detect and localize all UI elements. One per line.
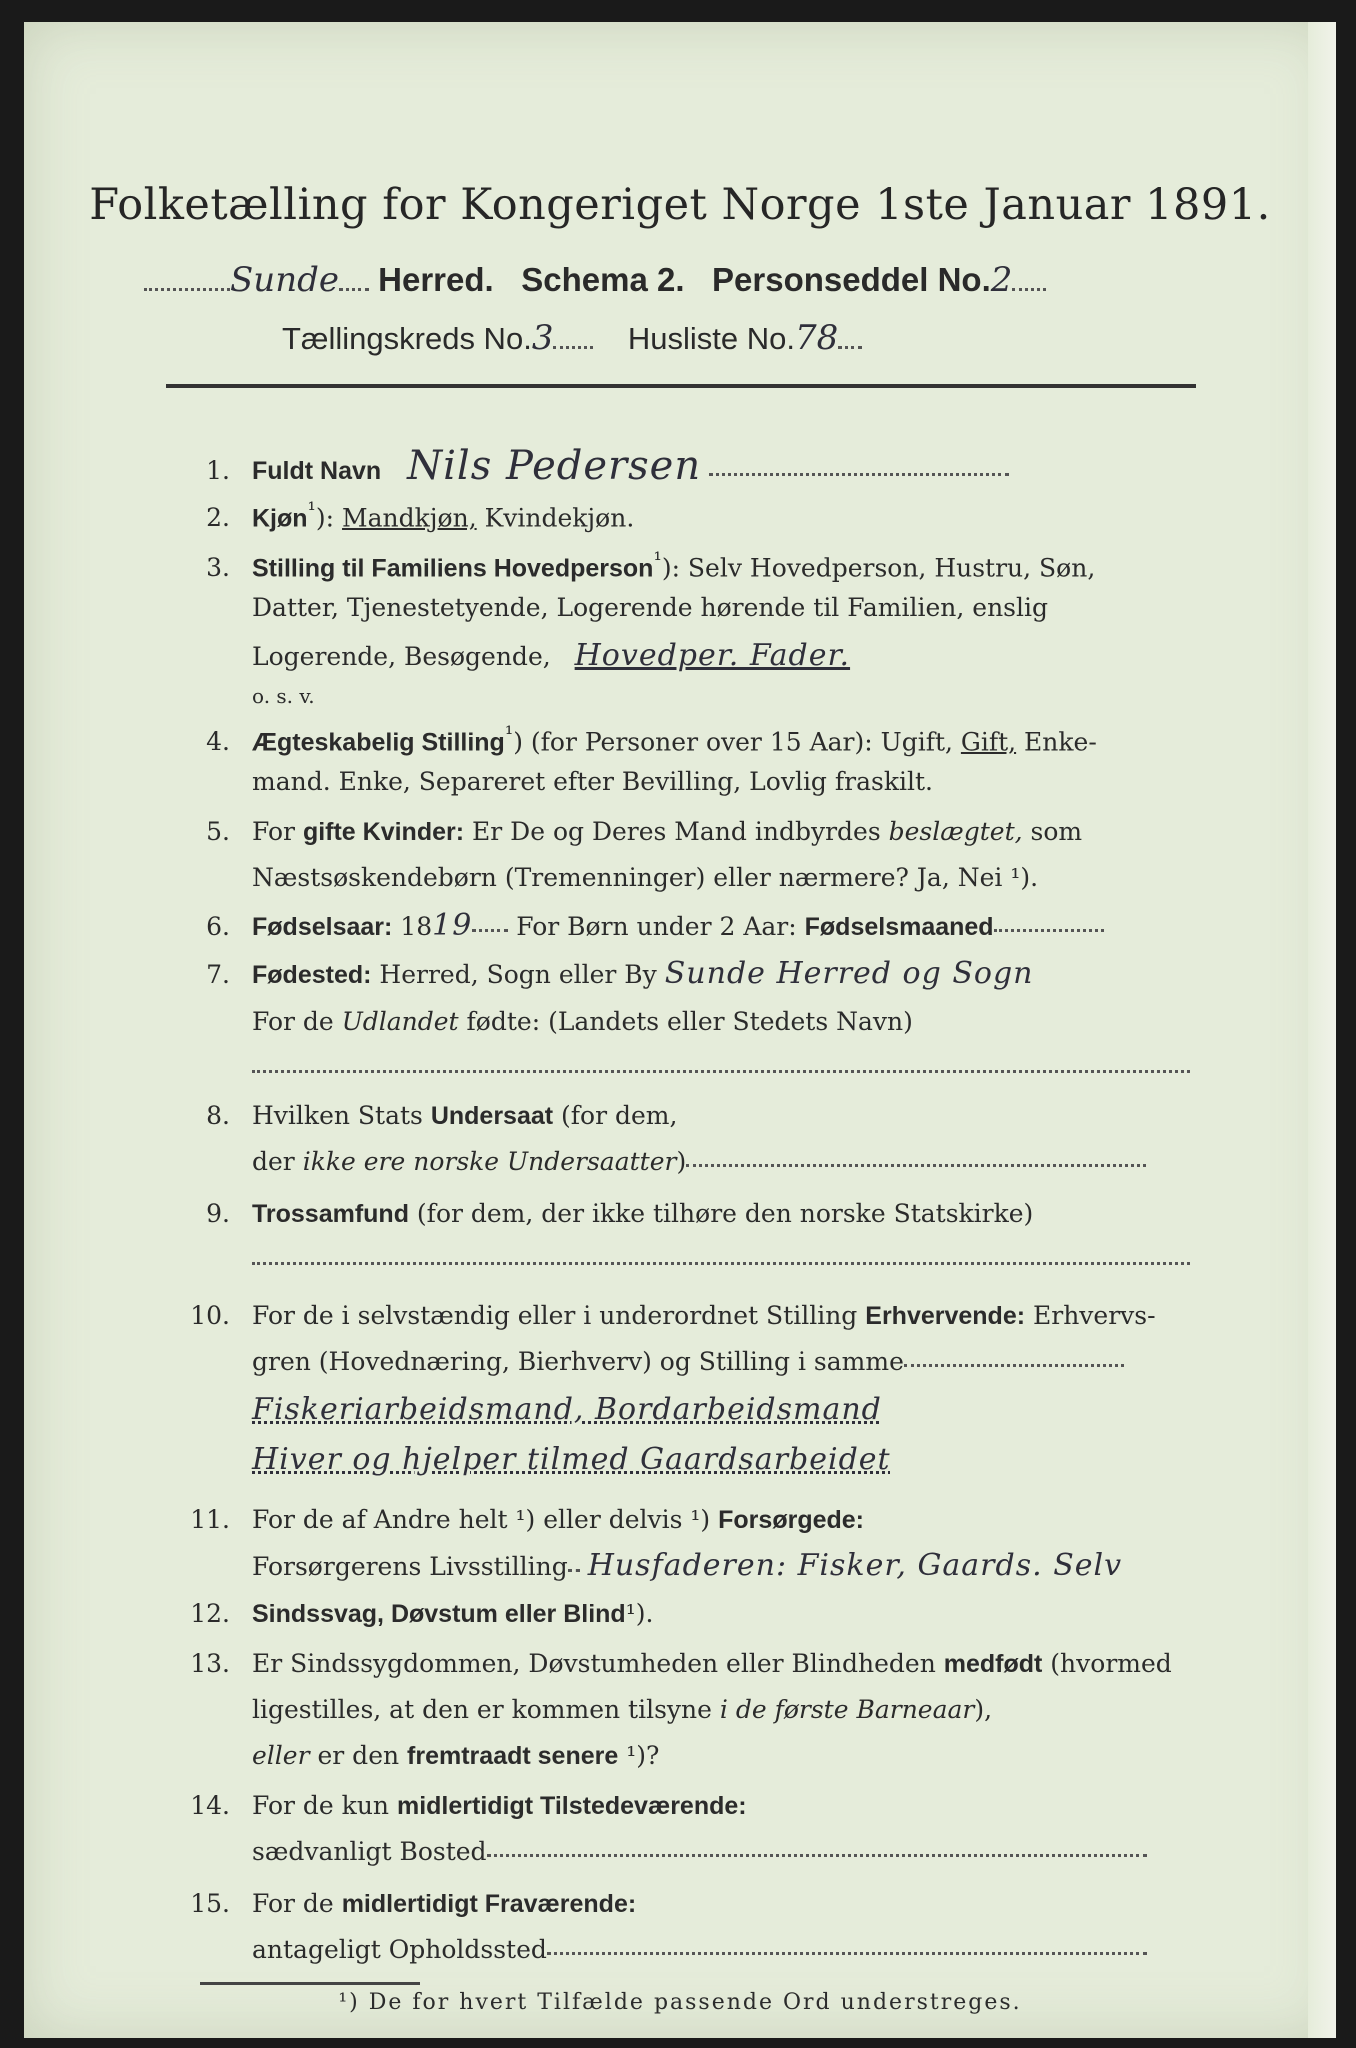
header-rule	[166, 384, 1196, 388]
row-15-line-2: antageligt Opholdssted	[252, 1924, 1272, 1976]
label-fodselsaar: Fødselsaar:	[252, 913, 393, 941]
value-full-name: Nils Pedersen	[407, 443, 702, 489]
form-title: Folketælling for Kongeriget Norge 1ste Januar 1891.	[89, 180, 1271, 230]
label-kjon: Kjøn	[252, 504, 308, 533]
row-4-marital: 4. Ægteskabelig Stilling$^{^1}$) (for Personer over 15 Aar): Ugift, Gift, Enke-	[206, 722, 1097, 757]
row-6-birth-year: 6. Fødselsaar: 1819 For Børn under 2 Aar: Fødselsmaaned	[174, 900, 1194, 953]
row-14-temporary-present: 14. For de kun midlertidigt Tilstedeværende:	[190, 1791, 747, 1820]
label-fuldt-navn: Fuldt Navn	[252, 457, 382, 485]
row-10-occupation: 10. For de i selvstændig eller i underordnet Stilling Erhvervende: Erhvervs-	[190, 1301, 1156, 1330]
row-11-dependents: 11. For de af Andre helt ¹) eller delvis ¹) Forsørgede:	[190, 1505, 864, 1534]
personseddel-label: Personseddel No.	[712, 261, 991, 298]
value-provider: Husfaderen: Fisker, Gaards. Selv	[587, 1548, 1123, 1583]
personseddel-value: 2	[990, 260, 1013, 300]
value-occupation-1: Fiskeriarbeidsmand, Bordarbeidsmand	[252, 1392, 882, 1427]
footnote: ¹) De for hvert Tilfælde passende Ord understreges.	[338, 1990, 1022, 2015]
row-13-congenital: 13. Er Sindssygdommen, Døvstumheden eller Blindheden medfødt (hvormed	[190, 1649, 1172, 1678]
header-line-kreds	[282, 318, 862, 358]
label-stilling: Stilling til Familiens Hovedperson	[252, 554, 654, 583]
row-2-sex: 2. Kjøn$^{^1}$): Mandkjøn, Kvindekjøn.	[206, 498, 635, 533]
taellingskreds-value: 3	[531, 318, 554, 358]
schema-label: Schema 2.	[521, 261, 685, 298]
row-10-value-1	[252, 1384, 1272, 1437]
value-birth-year: 19	[432, 908, 473, 943]
row-8-line-2: der ikke ere norske Undersaatter)	[252, 1136, 1272, 1188]
row-13-line-3: eller er den fremtraadt senere ¹)?	[252, 1741, 660, 1770]
row-13-line-2: ligestilles, at den er kommen tilsyne i de første Barneaar),	[252, 1695, 993, 1724]
row-1-name: 1. Fuldt Navn Nils Pedersen	[174, 440, 1194, 497]
row-7-line-2: For de Udlandet fødte: (Landets eller Stedets Navn)	[252, 1007, 913, 1036]
value-occupation-2: Hiver og hjelper tilmed Gaardsarbeidet	[252, 1442, 891, 1477]
marital-gift-underlined: Gift,	[960, 727, 1017, 757]
row-12-disability: 12. Sindssvag, Døvstum eller Blind¹).	[190, 1599, 654, 1628]
sex-male-underlined: Mandkjøn,	[342, 503, 477, 533]
row-10-line-2: gren (Hovednæring, Bierhverv) og Stilling i samme	[252, 1336, 1272, 1388]
label-aegteskabelig: Ægteskabelig Stilling	[252, 728, 505, 757]
row-15-temporary-absent: 15. For de midlertidigt Fraværende:	[190, 1889, 637, 1918]
herred-label: Herred.	[378, 261, 494, 298]
row-10-value-2	[252, 1434, 1272, 1487]
label-fodested: Fødested:	[252, 961, 372, 989]
row-3-line-3: Logerende, Besøgende, Hovedper. Fader.	[252, 638, 851, 673]
row-14-line-2: sædvanligt Bosted	[252, 1826, 1272, 1878]
husliste-value: 78	[795, 318, 839, 358]
row-7-birthplace: 7. Fødested: Herred, Sogn eller By Sunde Herred og Sogn	[206, 956, 1034, 991]
row-11-line-2: Forsørgerens Livsstilling Husfaderen: Fisker, Gaards. Selv	[252, 1548, 1123, 1583]
husliste-label: Husliste No.	[627, 321, 796, 356]
header-line-herred	[144, 260, 1046, 300]
paper-edge	[1308, 22, 1336, 2038]
value-birthplace: Sunde Herred og Sogn	[664, 956, 1034, 991]
taellingskreds-label: Tællingskreds No.	[282, 321, 532, 356]
row-3-position: 3. Stilling til Familiens Hovedperson$^{^1}$): Selv Hovedperson, Hustru, Søn,	[206, 548, 1096, 583]
census-form-sheet: Folketælling for Kongeriget Norge 1ste Januar 1891. Sunde Herred. Schema 2. Personseddel No.2 Tællingskreds No.3 Husliste No.78 1. Fuldt Navn Nils Pedersen 2. Kjøn$^{^1}$): Mandkjøn, Kvindekjøn. 3. Stilling til Familiens Hovedperson$^{^1}$): Selv Hovedperson, Hustru, Søn, Datter, Tjenestetyende, Logerende hørende til Familien, enslig Logerende, Besøgende, Hovedper. Fader. o. s. v. 4. Ægteskabelig Stilling$^{^1}$) (for Personer over 15 Aar): Ugift, Gift, Enke- mand. Enke, Separeret efter Bevilling, Lovlig fraskilt. 5. For gifte Kvinder: Er De og Deres Mand indbyrdes beslægtet, som Næstsøskendebørn (Tremenninger) eller nærmere? Ja, Nei ¹). 6. Fødselsaar: 1819 For Børn under 2 Aar: Fødselsmaaned 7. Fødested: Herred, Sogn eller By Sunde Herred og Sogn For de Udlandet fødte: (Landets eller Stedets Navn) 8. Hvilken Stats Undersaat (for dem, der ikke ere norske Undersaatter) 9. Trossamfund (for dem, der ikke tilhøre den norske Statskirke) 10. For de i selvstændig eller i underordnet Stilling Erhvervende: Erhvervs- gren (Hovednæring, Bierhverv) og Stilling i samme Fiskeriarbeidsmand, Bordarbeidsmand Hiver og hjelper tilmed Gaardsarbeidet 11. For de af Andre helt ¹) eller delvis ¹) Forsørgede: Forsørgerens Livsstilling Husfaderen: Fisker, Gaards. Selv 12. Sindssvag, Døvstum eller Blind¹). 13. Er Sindssygdommen, Døvstumheden eller Blindheden medfødt (hvormed ligestilles, at den er kommen tilsyne i de første Barneaar), eller er den fremtraadt senere ¹)? 14. For de kun midlertidigt Tilstedeværende: sædvanligt Bosted 15. For de midlertidigt Fraværende: antageligt Opholdssted	[24, 22, 1336, 2038]
row-8-citizenship: 8. Hvilken Stats Undersaat (for dem,	[206, 1101, 678, 1130]
value-position: Hovedper. Fader.	[574, 638, 851, 673]
row-5-married-women: 5. For gifte Kvinder: Er De og Deres Mand indbyrdes beslægtet, som	[206, 817, 1083, 846]
herred-value: Sunde	[230, 260, 339, 300]
row-9-religion: 9. Trossamfund (for dem, der ikke tilhøre den norske Statskirke)	[206, 1199, 1034, 1228]
